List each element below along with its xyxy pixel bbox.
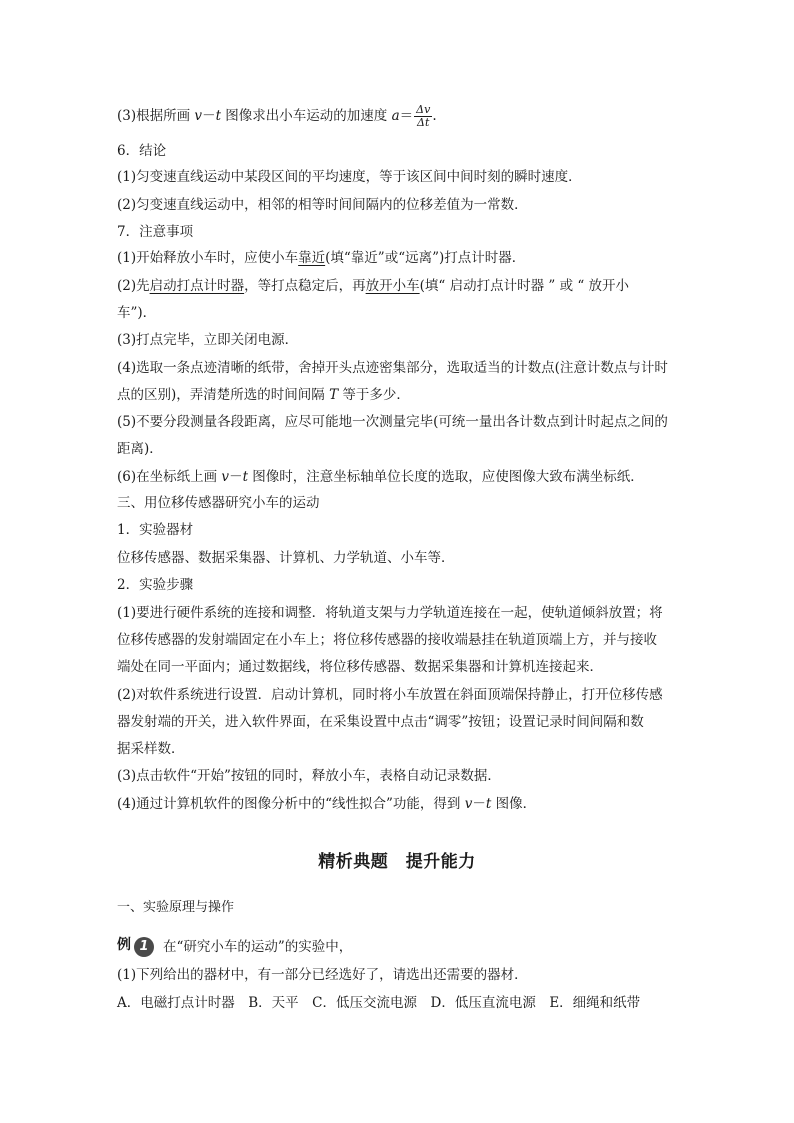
section-title: 精析典题 提升能力 xyxy=(318,852,476,872)
example-1 xyxy=(117,934,352,960)
step-2-cont-b: 据采样数． xyxy=(117,741,185,757)
example-badge xyxy=(117,937,157,959)
step-1-cont-a: 位移传感器的发射端固定在小车上；将位移传感器的接收端悬挂在轨道顶端上方，并与接收 xyxy=(117,632,657,648)
answer-release-car: 放开小车 xyxy=(365,278,420,294)
answer-kaojin: 靠近 xyxy=(298,250,326,266)
note-4-cont: 点的区别)，弄清楚所选的时间间隔 T 等于多少． xyxy=(117,387,410,403)
equipment-list: 位移传感器、数据采集器、计算机、力学轨道、小车等． xyxy=(117,550,455,566)
note-5-cont: 距离)． xyxy=(117,441,163,457)
example-q1: (1)下列给出的器材中，有一部分已经选好了，请选出还需要的器材． xyxy=(117,967,528,983)
heading-steps: 2．实验步骤 xyxy=(117,577,194,593)
step-3: (3)点击软件“开始”按钮的同时，释放小车，表格自动记录数据． xyxy=(117,768,501,784)
heading-equipment: 1．实验器材 xyxy=(117,522,194,538)
heading-sensor-method: 三、用位移传感器研究小车的运动 xyxy=(117,495,320,511)
step-4: (4)通过计算机软件的图像分析中的“线性拟合”功能，得到 v－t 图像． xyxy=(117,796,537,812)
step-1-cont-b: 端处在同一平面内；通过数据线，将位移传感器、数据采集器和计算机连接起来． xyxy=(117,659,603,675)
heading-conclusion: 6．结论 xyxy=(117,143,167,159)
note-4: (4)选取一条点迹清晰的纸带，舍掉开头点迹密集部分，选取适当的计数点(注意计数点与计时 xyxy=(117,360,668,376)
note-6: (6)在坐标纸上画 v－t 图像时，注意坐标轴单位长度的选取，应使图像大致布满坐标纸． xyxy=(117,469,644,485)
acceleration-fraction: $\frac{\Delta v}{\Delta t}$ xyxy=(416,103,431,129)
answer-start-timer: 启动打点计时器 xyxy=(149,278,245,294)
conclusion-1: (1)匀变速直线运动中某段区间的平均速度，等于该区间中间时刻的瞬时速度． xyxy=(117,169,582,185)
step-1: (1)要进行硬件系统的连接和调整．将轨道支架与力学轨道连接在一起，使轨道倾斜放置；将 xyxy=(117,605,663,621)
note-1: (1)开始释放小车时，应使小车靠近(填“靠近”或“远离”)打点计时器． xyxy=(117,250,526,266)
note-2-cont: 车”)． xyxy=(117,305,157,321)
line-step-3: (3)根据所画 v－t 图像求出小车运动的加速度 a＝ $\frac{\Delta v}{\Delta t}$ . xyxy=(117,103,437,129)
note-5: (5)不要分段测量各段距离，应尽可能地一次测量完毕(可统一量出各计数点到计时起点之间的 xyxy=(117,414,668,430)
heading-notes: 7．注意事项 xyxy=(117,224,194,240)
note-2: (2)先启动打点计时器，等打点稳定后，再放开小车(填“ 启动打点计时器 ” 或 “ 放开小 xyxy=(117,278,630,294)
step-2: (2)对软件系统进行设置．启动计算机，同时将小车放置在斜面顶端保持静止，打开位移传感 xyxy=(117,687,663,703)
example-text: 在“研究小车的运动”的实验中， xyxy=(163,939,353,955)
example-label: 例 xyxy=(117,936,131,953)
note-3: (3)打点完毕，立即关闭电源． xyxy=(117,332,299,348)
conclusion-2: (2)匀变速直线运动中，相邻的相等时间间隔内的位移差值为一常数． xyxy=(117,197,528,213)
example-options: A．电磁打点计时器 B．天平 C．低压交流电源 D．低压直流电源 E．细绳和纸带 xyxy=(117,995,641,1011)
step-2-cont-a: 器发射端的开关，进入软件界面，在采集设置中点击“调零”按钮；设置记录时间间隔和数 xyxy=(117,714,644,730)
example-number: 1 xyxy=(139,938,149,954)
heading-principle: 一、实验原理与操作 xyxy=(117,900,235,915)
